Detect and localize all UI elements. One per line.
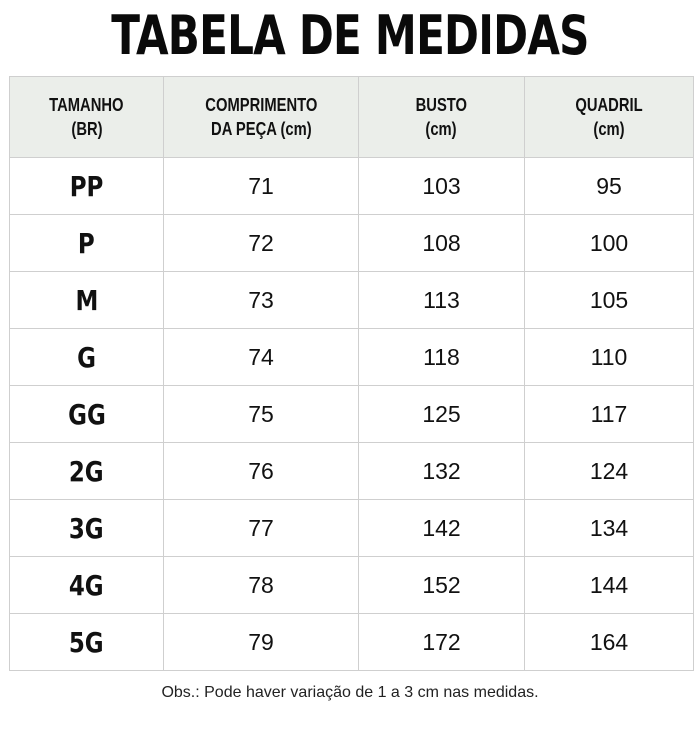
length-cell: 78	[164, 557, 359, 614]
table-row	[10, 158, 694, 215]
size-cell	[10, 215, 164, 272]
table-row	[10, 386, 694, 443]
header-hip-line1: QUADRIL	[575, 95, 643, 115]
hip-cell: 105	[525, 272, 694, 329]
hip-cell: 110	[525, 329, 694, 386]
header-bust-line1: BUSTO	[415, 95, 468, 115]
bust-cell: 132	[359, 443, 525, 500]
header-bust-line2: (cm)	[425, 119, 458, 139]
table-row	[10, 614, 694, 671]
table-row	[10, 500, 694, 557]
header-bust	[359, 77, 525, 158]
bust-cell: 108	[359, 215, 525, 272]
size-label: 2G	[69, 454, 104, 488]
size-cell	[10, 386, 164, 443]
table-row	[10, 215, 694, 272]
bust-cell: 118	[359, 329, 525, 386]
size-cell	[10, 557, 164, 614]
length-cell: 79	[164, 614, 359, 671]
length-cell: 77	[164, 500, 359, 557]
size-label: 4G	[69, 568, 104, 602]
hip-cell: 124	[525, 443, 694, 500]
bust-cell: 152	[359, 557, 525, 614]
size-cell	[10, 500, 164, 557]
table-header-row	[10, 77, 694, 158]
table-row	[10, 557, 694, 614]
length-cell: 75	[164, 386, 359, 443]
size-cell	[10, 158, 164, 215]
header-size-line2: (BR)	[70, 119, 103, 139]
size-cell	[10, 614, 164, 671]
header-length-line1: COMPRIMENTO	[204, 95, 318, 115]
hip-cell: 134	[525, 500, 694, 557]
bust-cell: 113	[359, 272, 525, 329]
header-length	[164, 77, 359, 158]
size-label: P	[78, 226, 95, 260]
bust-cell: 103	[359, 158, 525, 215]
hip-cell: 95	[525, 158, 694, 215]
page-title: TABELA DE MEDIDAS	[111, 4, 589, 67]
size-label: 3G	[69, 511, 104, 545]
size-table	[9, 76, 694, 671]
size-label: M	[75, 283, 98, 317]
bust-cell: 172	[359, 614, 525, 671]
header-length-line2: DA PEÇA (cm)	[210, 119, 312, 139]
bust-cell: 142	[359, 500, 525, 557]
header-size-line1: TAMANHO	[49, 95, 124, 115]
size-label: GG	[67, 397, 106, 431]
hip-cell: 164	[525, 614, 694, 671]
hip-cell: 100	[525, 215, 694, 272]
size-cell	[10, 443, 164, 500]
hip-cell: 117	[525, 386, 694, 443]
footnote: Obs.: Pode haver variação de 1 a 3 cm nas medidas.	[161, 684, 539, 701]
hip-cell: 144	[525, 557, 694, 614]
table-row	[10, 443, 694, 500]
size-label: G	[77, 340, 96, 374]
size-cell	[10, 329, 164, 386]
length-cell: 73	[164, 272, 359, 329]
table-row	[10, 272, 694, 329]
length-cell: 76	[164, 443, 359, 500]
header-size	[10, 77, 164, 158]
bust-cell: 125	[359, 386, 525, 443]
size-cell	[10, 272, 164, 329]
size-label: PP	[69, 169, 104, 203]
header-hip	[525, 77, 694, 158]
length-cell: 74	[164, 329, 359, 386]
table-row	[10, 329, 694, 386]
length-cell: 71	[164, 158, 359, 215]
header-hip-line2: (cm)	[593, 119, 625, 139]
size-label: 5G	[69, 625, 104, 659]
length-cell: 72	[164, 215, 359, 272]
